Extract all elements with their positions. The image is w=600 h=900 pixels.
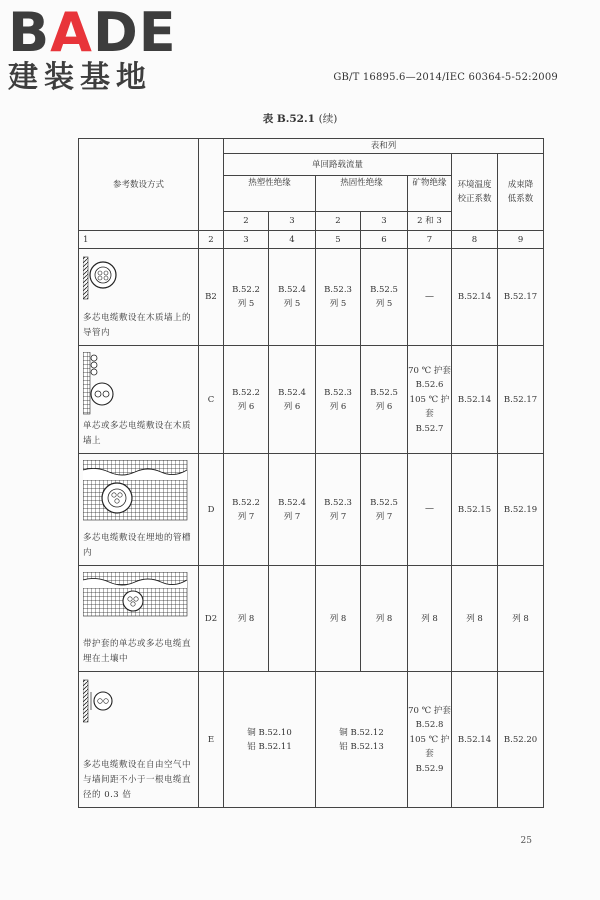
ref-description: 多芯电缆敷设在自由空气中与墙间距不小于一根电缆直径的 0.3 倍: [83, 760, 192, 801]
cell-col5: B.52.3 列 5: [316, 249, 361, 346]
cell-col6: 列 8: [361, 566, 408, 672]
header-group-reduction: 成束降低系数: [498, 154, 544, 231]
header-mineral: 矿物绝缘: [408, 176, 452, 212]
ref-cell: [79, 346, 199, 454]
direct-buried-figure: [83, 572, 189, 618]
header-table-col: 表和列: [224, 139, 544, 154]
logo-subtitle: 建装基地: [8, 60, 152, 95]
header-thermoplastic: 热塑性绝缘: [224, 176, 316, 212]
col-number: 8: [452, 231, 498, 249]
cell-col7: —: [408, 249, 452, 346]
cell-col9: B.52.20: [498, 672, 544, 808]
header-core-2b: 2: [316, 212, 361, 231]
cell-col7: 70 ℃ 护套 B.52.6 105 ℃ 护套 B.52.7: [408, 346, 452, 454]
cable-table: [78, 138, 544, 808]
cell-col3: B.52.2 列 7: [224, 454, 269, 566]
col-number: 6: [361, 231, 408, 249]
cell-col8: B.52.14: [452, 672, 498, 808]
cell-col8: 列 8: [452, 566, 498, 672]
header-core-3a: 3: [269, 212, 316, 231]
cell-col5-6: 铜 B.52.12 铝 B.52.13: [316, 672, 408, 808]
table-row: [79, 249, 544, 346]
col-number: 4: [269, 231, 316, 249]
col-number: 3: [224, 231, 269, 249]
conduit-on-wall-figure: [83, 255, 127, 301]
page-number: 25: [520, 836, 532, 846]
ref-description: 多芯电缆敷设在木质墙上的导管内: [83, 313, 192, 339]
bade-logo: [8, 1, 183, 96]
cell-col6: B.52.5 列 7: [361, 454, 408, 566]
cell-col4: B.52.4 列 6: [269, 346, 316, 454]
col-number: 2: [199, 231, 224, 249]
cell-col7: —: [408, 454, 452, 566]
cell-col4: B.52.4 列 5: [269, 249, 316, 346]
buried-duct-figure: [83, 460, 189, 522]
header-core-3b: 3: [361, 212, 408, 231]
header-core-2a: 2: [224, 212, 269, 231]
method-code: E: [199, 672, 224, 808]
table-row: [79, 454, 544, 566]
col-number: 9: [498, 231, 544, 249]
cell-col7: 70 ℃ 护套 B.52.8 105 ℃ 护套 B.52.9: [408, 672, 452, 808]
cell-col5: B.52.3 列 7: [316, 454, 361, 566]
table-row: [79, 566, 544, 672]
ref-description: 多芯电缆敷设在埋地的管槽内: [83, 533, 192, 559]
header-thermoset: 热固性绝缘: [316, 176, 408, 212]
cell-col3-4: 铜 B.52.10 铝 B.52.11: [224, 672, 316, 808]
cell-col9: B.52.19: [498, 454, 544, 566]
header-ambient-temp: 环境温度校正系数: [452, 154, 498, 231]
cell-col4: [269, 566, 316, 672]
cell-col8: B.52.14: [452, 249, 498, 346]
cell-col3: B.52.2 列 6: [224, 346, 269, 454]
ref-cell: [79, 672, 199, 808]
ref-description: 带护套的单芯或多芯电缆直埋在土壤中: [83, 639, 192, 665]
cell-col7: 列 8: [408, 566, 452, 672]
cell-col3: B.52.2 列 5: [224, 249, 269, 346]
cable-on-wall-figure: [83, 352, 127, 416]
cell-col4: B.52.4 列 7: [269, 454, 316, 566]
logo-wordmark: BADE: [8, 1, 177, 64]
standard-code: GB/T 16895.6—2014/IEC 60364-5-52:2009: [333, 72, 558, 83]
method-code: B2: [199, 249, 224, 346]
col-number: 5: [316, 231, 361, 249]
ref-cell: [79, 566, 199, 672]
ref-cell: [79, 249, 199, 346]
header-single-loop: 单回路载流量: [224, 154, 452, 176]
table-title: 表 B.52.1 (续): [262, 113, 338, 125]
header-core-2and3: 2 和 3: [408, 212, 452, 231]
cell-col3: 列 8: [224, 566, 269, 672]
ref-cell: [79, 454, 199, 566]
cell-col8: B.52.14: [452, 346, 498, 454]
ref-description: 单芯或多芯电缆敷设在木质墙上: [83, 421, 192, 447]
cell-col5: 列 8: [316, 566, 361, 672]
col-number: 7: [408, 231, 452, 249]
cell-col6: B.52.5 列 5: [361, 249, 408, 346]
cell-col9: B.52.17: [498, 249, 544, 346]
cell-col9: 列 8: [498, 566, 544, 672]
method-code: D2: [199, 566, 224, 672]
cell-col9: B.52.17: [498, 346, 544, 454]
method-code: D: [199, 454, 224, 566]
table-row: [79, 346, 544, 454]
method-code: C: [199, 346, 224, 454]
free-air-cable-figure: [83, 678, 123, 724]
col-number: 1: [79, 231, 199, 249]
header-blank: [199, 139, 224, 231]
cell-col8: B.52.15: [452, 454, 498, 566]
table-row: [79, 672, 544, 808]
cell-col6: B.52.5 列 6: [361, 346, 408, 454]
cell-col5: B.52.3 列 6: [316, 346, 361, 454]
header-ref-method: 参考数设方式: [79, 139, 199, 231]
